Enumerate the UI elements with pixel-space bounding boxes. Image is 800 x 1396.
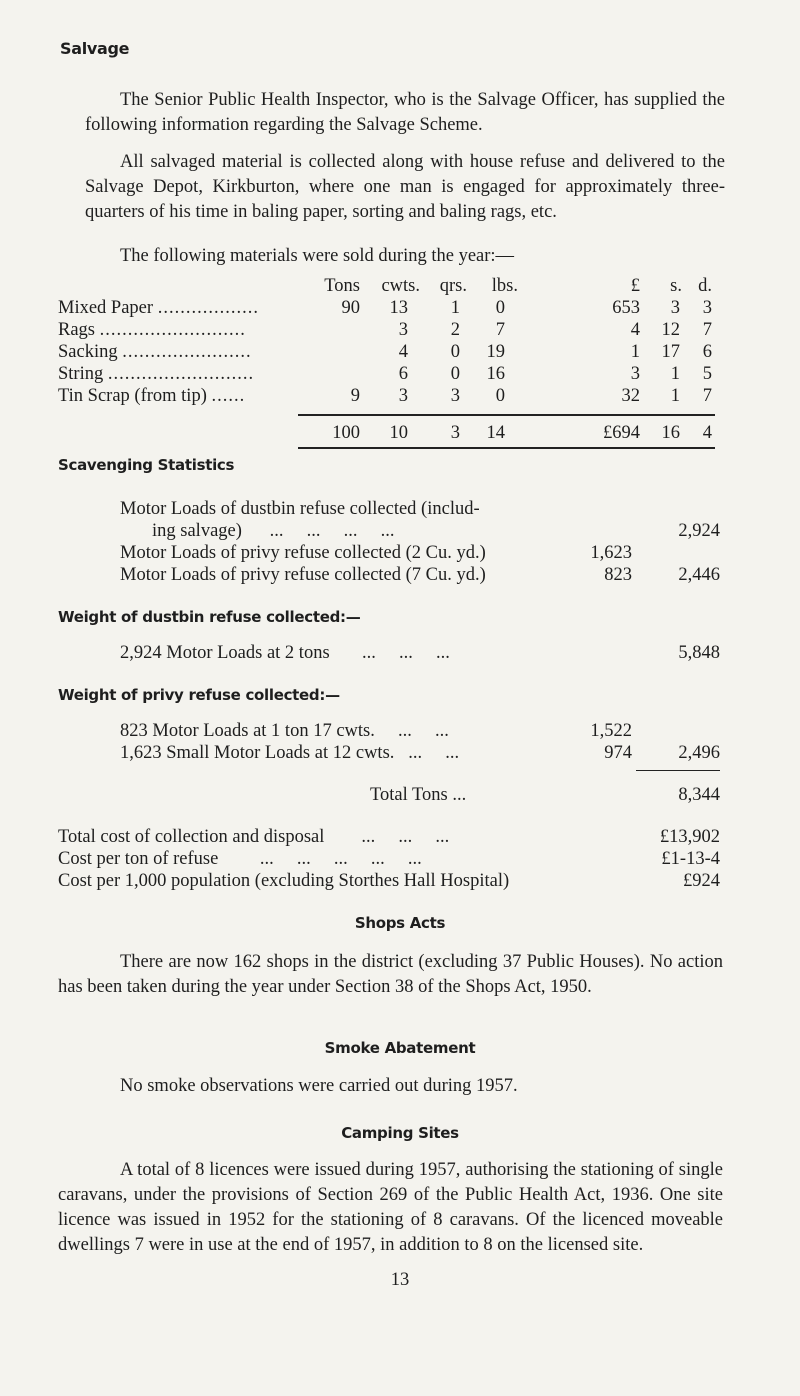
col-header-pence: d. bbox=[698, 276, 712, 296]
leader-dots: ... ... ... bbox=[334, 643, 450, 663]
cell-pence: 6 bbox=[702, 342, 712, 362]
privy-weight-total: 2,496 bbox=[678, 743, 720, 763]
item-name: Tin Scrap (from tip) bbox=[58, 386, 207, 406]
total-tons-rule bbox=[636, 770, 720, 771]
table-row bbox=[58, 341, 252, 363]
text: Total cost of collection and disposal bbox=[58, 827, 325, 847]
leader-dots: ....................... bbox=[122, 342, 252, 362]
cost-per-population-line: Cost per 1,000 population (excluding Storthes Hall Hospital) bbox=[58, 871, 510, 891]
page-number: 13 bbox=[390, 1270, 410, 1290]
leader-dots: .......................... bbox=[99, 320, 246, 340]
col-header-pounds: £ bbox=[630, 276, 640, 296]
col-header-tons: Tons bbox=[324, 276, 360, 296]
leader-dots: ... ... bbox=[379, 721, 449, 741]
privy-weight-heading: Weight of privy refuse collected:— bbox=[58, 686, 340, 704]
cell-lbs: 0 bbox=[495, 386, 505, 406]
item-name: Rags bbox=[58, 320, 95, 340]
cell-cwts: 3 bbox=[398, 320, 408, 340]
table-row bbox=[58, 319, 246, 341]
item-name: String bbox=[58, 364, 104, 384]
text: ing salvage) bbox=[152, 521, 242, 541]
text: 2,924 Motor Loads at 2 tons bbox=[120, 643, 330, 663]
cell-shillings: 12 bbox=[661, 320, 680, 340]
total-tons-label: Total Tons ... bbox=[370, 785, 467, 805]
cost-per-ton-value: £1-13-4 bbox=[661, 849, 720, 869]
total-shillings: 16 bbox=[661, 423, 680, 443]
cell-pounds: 32 bbox=[621, 386, 640, 406]
total-qrs: 3 bbox=[450, 423, 460, 443]
cell-lbs: 0 bbox=[495, 298, 505, 318]
cell-pence: 3 bbox=[702, 298, 712, 318]
salvage-paragraph-2: All salvaged material is collected along with house refuse and delivered to the Salvage Depot, Kirkburton, where one man is engaged for approximately three-quarters of his time in baling paper, sorting and baling rags, etc. bbox=[85, 152, 725, 222]
cost-collection-value: £13,902 bbox=[659, 827, 720, 847]
col-header-shillings: s. bbox=[670, 276, 682, 296]
cell-shillings: 3 bbox=[670, 298, 680, 318]
col-header-cwts: cwts. bbox=[381, 276, 420, 296]
salvage-paragraph-3: The following materials were sold during the year:— bbox=[120, 246, 515, 266]
table-row bbox=[58, 363, 254, 385]
camping-heading: Camping Sites bbox=[341, 1124, 459, 1142]
shops-heading: Shops Acts bbox=[354, 914, 446, 932]
privy-weight-line1 bbox=[120, 720, 449, 742]
cell-cwts: 4 bbox=[398, 342, 408, 362]
text: 823 Motor Loads at 1 ton 17 cwts. bbox=[120, 721, 375, 741]
table-row bbox=[58, 297, 259, 319]
camping-paragraph: A total of 8 licences were issued during 1957, authorising the stationing of single caravans, under the provisions of Section 269 of the Public Health Act, 1936. One site licence was issued in 1952 for the stationing of 8 caravans. Of the licenced moveable dwellings 7 were in use at the end of 1957, in addition to 8 on the licensed site. bbox=[58, 1160, 723, 1255]
cell-pounds: 1 bbox=[630, 342, 640, 362]
cell-pounds: 3 bbox=[630, 364, 640, 384]
cost-per-population-value: £924 bbox=[683, 871, 720, 891]
privy-loads-7cu-value: 823 bbox=[604, 565, 632, 585]
dustbin-loads-value: 2,924 bbox=[678, 521, 720, 541]
cell-qrs: 0 bbox=[450, 364, 460, 384]
cell-qrs: 0 bbox=[450, 342, 460, 362]
cell-qrs: 2 bbox=[450, 320, 460, 340]
cell-shillings: 1 bbox=[670, 364, 680, 384]
leader-dots: ... ... ... bbox=[329, 827, 450, 847]
motor-loads-dustbin-line2 bbox=[152, 520, 395, 542]
smoke-paragraph: No smoke observations were carried out during 1957. bbox=[120, 1076, 518, 1096]
item-name: Sacking bbox=[58, 342, 118, 362]
table-total-rule bbox=[298, 414, 715, 416]
privy-weight-line1-value: 1,522 bbox=[590, 721, 632, 741]
dustbin-weight-value: 5,848 bbox=[678, 643, 720, 663]
cell-cwts: 6 bbox=[398, 364, 408, 384]
cell-qrs: 3 bbox=[450, 386, 460, 406]
cell-tons: 9 bbox=[350, 386, 360, 406]
cell-cwts: 13 bbox=[389, 298, 408, 318]
total-tons-value: 8,344 bbox=[678, 785, 720, 805]
leader-dots: ... ... ... ... bbox=[246, 521, 395, 541]
cell-pence: 5 bbox=[702, 364, 712, 384]
salvage-paragraph-1: The Senior Public Health Inspector, who is the Salvage Officer, has supplied the following information regarding the Salvage Scheme. bbox=[85, 90, 725, 135]
leader-dots: ... ... bbox=[399, 743, 460, 763]
leader-dots: .......................... bbox=[107, 364, 255, 384]
privy-weight-line2 bbox=[120, 742, 459, 764]
col-header-qrs: qrs. bbox=[439, 276, 467, 296]
cell-tons: 90 bbox=[341, 298, 360, 318]
leader-dots: ...... bbox=[211, 386, 246, 406]
item-name: Mixed Paper bbox=[58, 298, 154, 318]
scavenging-heading: Scavenging Statistics bbox=[58, 456, 235, 474]
col-header-lbs: lbs. bbox=[491, 276, 518, 296]
privy-loads-2cu-line: Motor Loads of privy refuse collected (2 Cu. yd.) bbox=[120, 543, 486, 563]
cell-pence: 7 bbox=[702, 386, 712, 406]
dustbin-weight-line bbox=[120, 642, 450, 664]
cell-qrs: 1 bbox=[450, 298, 460, 318]
motor-loads-dustbin-line1: Motor Loads of dustbin refuse collected (includ- bbox=[120, 499, 480, 519]
cell-cwts: 3 bbox=[398, 386, 408, 406]
total-cwts: 10 bbox=[389, 423, 408, 443]
total-tons: 100 bbox=[332, 423, 360, 443]
salvage-heading: Salvage bbox=[60, 39, 130, 58]
cell-lbs: 19 bbox=[486, 342, 505, 362]
privy-loads-2cu-value: 1,623 bbox=[590, 543, 632, 563]
dustbin-weight-heading: Weight of dustbin refuse collected:— bbox=[58, 608, 361, 626]
cell-pence: 7 bbox=[702, 320, 712, 340]
table-bottom-rule bbox=[298, 447, 715, 449]
privy-weight-line2-value: 974 bbox=[604, 743, 632, 763]
leader-dots: .................. bbox=[157, 298, 259, 318]
cell-shillings: 17 bbox=[661, 342, 680, 362]
leader-dots: ... ... ... ... ... bbox=[222, 849, 422, 869]
privy-loads-7cu-line: Motor Loads of privy refuse collected (7 Cu. yd.) bbox=[120, 565, 486, 585]
table-row bbox=[58, 385, 245, 407]
cell-lbs: 16 bbox=[486, 364, 505, 384]
cost-collection-line bbox=[58, 826, 449, 848]
total-lbs: 14 bbox=[486, 423, 505, 443]
text: Cost per ton of refuse bbox=[58, 849, 219, 869]
text: 1,623 Small Motor Loads at 12 cwts. bbox=[120, 743, 395, 763]
privy-loads-total: 2,446 bbox=[678, 565, 720, 585]
cost-per-ton-line bbox=[58, 848, 422, 870]
cell-shillings: 1 bbox=[670, 386, 680, 406]
smoke-heading: Smoke Abatement bbox=[324, 1039, 476, 1057]
total-pounds: £694 bbox=[603, 423, 640, 443]
cell-pounds: 653 bbox=[612, 298, 640, 318]
shops-paragraph: There are now 162 shops in the district (excluding 37 Public Houses). No action has been taken during the year under Section 38 of the Shops Act, 1950. bbox=[58, 952, 723, 997]
cell-lbs: 7 bbox=[495, 320, 505, 340]
total-pence: 4 bbox=[702, 423, 712, 443]
cell-pounds: 4 bbox=[630, 320, 640, 340]
